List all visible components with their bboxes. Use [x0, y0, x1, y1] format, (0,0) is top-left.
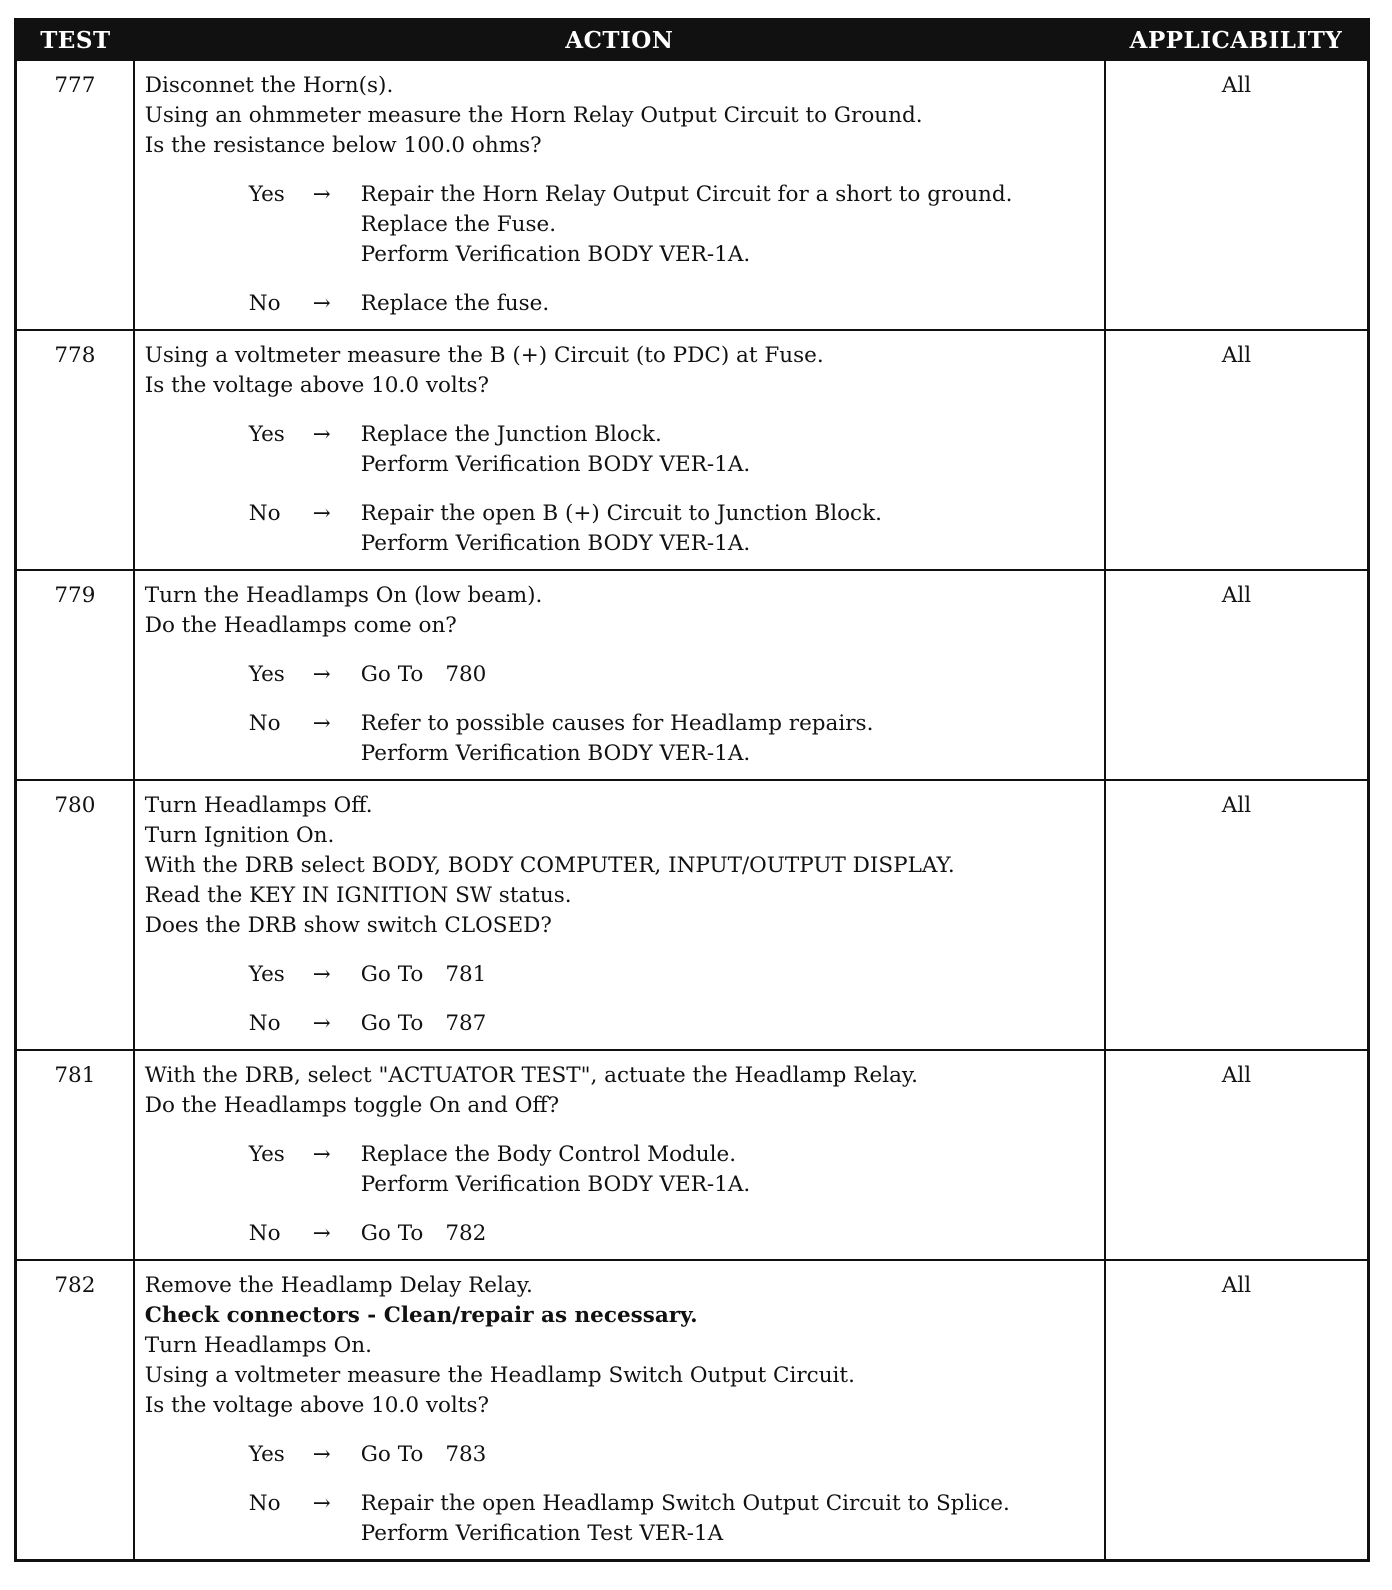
goto-target: 783	[445, 1442, 487, 1467]
test-number: 779	[16, 570, 134, 780]
no-instruction: Repair the open B (+) Circuit to Junction Block.	[360, 501, 882, 526]
no-branch	[145, 1489, 1098, 1549]
no-branch	[145, 1009, 1098, 1039]
table-row	[16, 570, 1369, 780]
yes-instruction: Perform Verification BODY VER-1A.	[360, 242, 751, 267]
yes-label: Yes	[248, 1442, 285, 1467]
yes-label: Yes	[248, 422, 285, 447]
applicability: All	[1105, 1260, 1369, 1561]
action-cell	[134, 330, 1105, 570]
action-step: Using a voltmeter measure the B (+) Circuit (to PDC) at Fuse.	[144, 343, 824, 368]
goto-label: Go To	[360, 1221, 424, 1246]
yes-label: Yes	[248, 962, 285, 987]
applicability: All	[1105, 1050, 1369, 1260]
goto-label: Go To	[360, 962, 424, 987]
test-number: 777	[16, 60, 134, 330]
action-step: Read the KEY IN IGNITION SW status.	[144, 883, 572, 908]
arrow-icon: →	[312, 1011, 331, 1036]
header-test: TEST	[16, 20, 134, 61]
goto-target: 780	[445, 662, 487, 687]
yes-branch	[145, 1440, 1098, 1470]
action-step: Turn Headlamps On.	[144, 1333, 372, 1358]
table-header	[16, 20, 1369, 61]
arrow-icon: →	[312, 962, 331, 987]
action-step: Is the voltage above 10.0 volts?	[144, 1393, 490, 1418]
table-row	[16, 60, 1369, 330]
yes-branch	[145, 660, 1098, 690]
goto-instruction	[361, 1440, 1098, 1470]
yes-instruction: Perform Verification BODY VER-1A.	[360, 1172, 751, 1197]
table-row	[16, 1260, 1369, 1561]
action-cell	[134, 1260, 1105, 1561]
action-step: Do the Headlamps toggle On and Off?	[144, 1093, 560, 1118]
no-instruction: Replace the fuse.	[360, 291, 550, 316]
action-step: Using a voltmeter measure the Headlamp Switch Output Circuit.	[144, 1363, 855, 1388]
header-applicability: APPLICABILITY	[1105, 20, 1369, 61]
table-row	[16, 1050, 1369, 1260]
no-branch	[145, 1219, 1098, 1249]
action-cell	[134, 570, 1105, 780]
action-step: Turn the Headlamps On (low beam).	[144, 583, 543, 608]
action-cell	[134, 780, 1105, 1050]
arrow-icon: →	[312, 291, 331, 316]
applicability: All	[1105, 60, 1369, 330]
yes-instruction: Replace the Junction Block.	[360, 422, 662, 447]
action-step: Do the Headlamps come on?	[144, 613, 457, 638]
goto-label: Go To	[360, 1011, 424, 1036]
diagnostic-test-table	[14, 18, 1370, 1562]
table-body	[16, 60, 1369, 1561]
yes-branch	[145, 180, 1098, 270]
header-row	[16, 20, 1369, 61]
goto-instruction	[361, 660, 1098, 690]
no-label: No	[248, 291, 281, 316]
action-step: Using an ohmmeter measure the Horn Relay Output Circuit to Ground.	[144, 103, 923, 128]
arrow-icon: →	[312, 1221, 331, 1246]
yes-label: Yes	[248, 1142, 285, 1167]
no-instruction: Refer to possible causes for Headlamp repairs.	[360, 711, 874, 736]
goto-label: Go To	[360, 662, 424, 687]
no-label: No	[248, 501, 281, 526]
action-step: With the DRB select BODY, BODY COMPUTER, INPUT/OUTPUT DISPLAY.	[144, 853, 955, 878]
action-step: Remove the Headlamp Delay Relay.	[144, 1273, 533, 1298]
action-step: Is the voltage above 10.0 volts?	[144, 373, 490, 398]
no-branch	[145, 289, 1098, 319]
action-step-bold: Check connectors - Clean/repair as necessary.	[144, 1303, 698, 1328]
arrow-icon: →	[312, 182, 331, 207]
applicability: All	[1105, 330, 1369, 570]
action-cell	[134, 1050, 1105, 1260]
no-label: No	[248, 1491, 281, 1516]
action-step: Does the DRB show switch CLOSED?	[144, 913, 552, 938]
yes-instruction: Perform Verification BODY VER-1A.	[360, 452, 751, 477]
no-label: No	[248, 711, 281, 736]
goto-label: Go To	[360, 1442, 424, 1467]
arrow-icon: →	[312, 501, 331, 526]
test-number: 778	[16, 330, 134, 570]
no-branch	[145, 709, 1098, 769]
action-cell	[134, 60, 1105, 330]
yes-branch	[145, 420, 1098, 480]
arrow-icon: →	[312, 711, 331, 736]
applicability: All	[1105, 570, 1369, 780]
yes-instruction: Replace the Body Control Module.	[360, 1142, 737, 1167]
goto-target: 781	[445, 962, 487, 987]
yes-branch	[145, 1140, 1098, 1200]
action-step: Turn Headlamps Off.	[144, 793, 373, 818]
header-action: ACTION	[134, 20, 1105, 61]
arrow-icon: →	[312, 1442, 331, 1467]
applicability: All	[1105, 780, 1369, 1050]
arrow-icon: →	[312, 1142, 331, 1167]
arrow-icon: →	[312, 422, 331, 447]
yes-branch	[145, 960, 1098, 990]
yes-label: Yes	[248, 182, 285, 207]
table-row	[16, 780, 1369, 1050]
no-branch	[145, 499, 1098, 559]
test-number: 780	[16, 780, 134, 1050]
table-row	[16, 330, 1369, 570]
yes-instruction: Repair the Horn Relay Output Circuit for a short to ground.	[360, 182, 1013, 207]
arrow-icon: →	[312, 1491, 331, 1516]
no-instruction: Repair the open Headlamp Switch Output Circuit to Splice.	[360, 1491, 1010, 1516]
goto-instruction	[361, 1009, 1098, 1039]
action-step: Turn Ignition On.	[144, 823, 335, 848]
arrow-icon: →	[312, 662, 331, 687]
yes-instruction: Replace the Fuse.	[360, 212, 557, 237]
goto-target: 787	[445, 1011, 487, 1036]
action-step: Is the resistance below 100.0 ohms?	[144, 133, 542, 158]
no-instruction: Perform Verification BODY VER-1A.	[360, 531, 751, 556]
no-label: No	[248, 1011, 281, 1036]
action-step: Disconnet the Horn(s).	[144, 73, 394, 98]
yes-label: Yes	[248, 662, 285, 687]
action-step: With the DRB, select "ACTUATOR TEST", actuate the Headlamp Relay.	[144, 1063, 919, 1088]
goto-instruction	[361, 1219, 1098, 1249]
goto-instruction	[361, 960, 1098, 990]
test-number: 782	[16, 1260, 134, 1561]
test-number: 781	[16, 1050, 134, 1260]
no-instruction: Perform Verification Test VER-1A	[360, 1521, 724, 1546]
no-instruction: Perform Verification BODY VER-1A.	[360, 741, 751, 766]
goto-target: 782	[445, 1221, 487, 1246]
no-label: No	[248, 1221, 281, 1246]
